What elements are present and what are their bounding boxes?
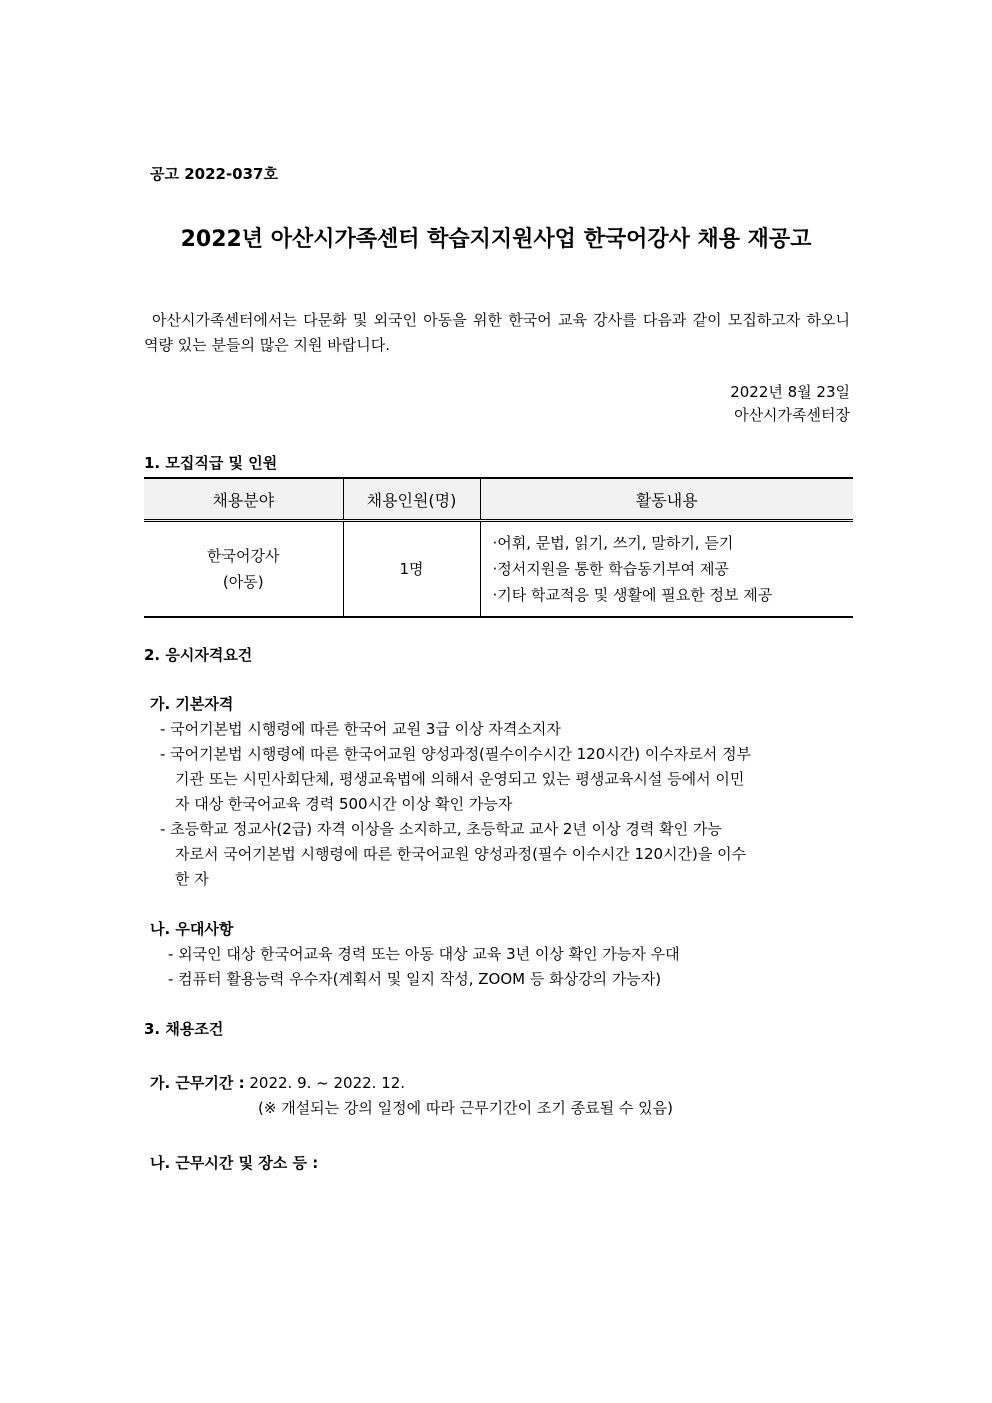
recruitment-table (144, 477, 853, 618)
qualification-line: 자로서 국어기본법 시행령에 따른 한국어교원 양성과정(필수 이수시간 120시간)을 이수 (175, 845, 747, 863)
work-hours-heading: 나. 근무시간 및 장소 등 : (150, 1154, 319, 1172)
qualification-line: 기관 또는 시민사회단체, 평생교육법에 의해서 운영되고 있는 평생교육시설 등에서 이민 (175, 770, 745, 788)
page-title: 2022년 아산시가족센터 학습지지원사업 한국어강사 채용 재공고 (180, 227, 812, 252)
header-activities: 활동내용 (480, 478, 853, 521)
work-period (150, 1072, 405, 1093)
qualification-line: - 초등학교 정교사(2급) 자격 이상을 소지하고, 초등학교 교사 2년 이상 경력 확인 가능 (160, 820, 722, 838)
section1-heading: 1. 모집직급 및 인원 (144, 454, 278, 472)
signer: 아산시가족센터장 (734, 406, 850, 424)
preference-line: - 외국인 대상 한국어교육 경력 또는 아동 대상 교육 3년 이상 확인 가능자 우대 (168, 945, 680, 963)
cell-activities (480, 521, 853, 618)
qualification-line: - 국어기본법 시행령에 따른 한국어 교원 3급 이상 자격소지자 (160, 720, 561, 738)
basic-qualification-heading: 가. 기본자격 (150, 695, 234, 713)
section3-heading: 3. 채용조건 (144, 1020, 224, 1038)
preference-heading: 나. 우대사항 (150, 920, 234, 938)
activity-item: ·기타 학교적응 및 생활에 필요한 정보 제공 (492, 586, 773, 604)
qualification-line: - 국어기본법 시행령에 따른 한국어교원 양성과정(필수이수시간 120시간) 이수자로서 정부 (160, 745, 752, 763)
field-line2: (아동) (222, 573, 264, 591)
section2-heading: 2. 응시자격요건 (144, 646, 253, 664)
qualification-line: 자 대상 한국어교육 경력 500시간 이상 확인 가능자 (175, 795, 513, 813)
intro-paragraph (144, 308, 850, 358)
table-row (144, 521, 853, 618)
notice-date: 2022년 8월 23일 (730, 383, 850, 401)
table-header-row (144, 478, 853, 521)
notice-number: 공고 2022-037호 (150, 165, 278, 183)
activity-item: ·정서지원을 통한 학습동기부여 제공 (492, 560, 729, 578)
intro-text: 아산시가족센터에서는 다문화 및 외국인 아동을 위한 한국어 교육 강사를 다음과 같이 모집하고자 하오니 역량 있는 분들의 많은 지원 바랍니다. (144, 311, 850, 354)
qualification-line: 한 자 (175, 870, 209, 888)
work-period-value: 2022. 9. ~ 2022. 12. (249, 1074, 406, 1092)
cell-field (144, 521, 343, 618)
activity-item: ·어휘, 문법, 읽기, 쓰기, 말하기, 듣기 (492, 534, 734, 552)
header-field: 채용분야 (144, 478, 343, 521)
cell-count: 1명 (343, 521, 480, 618)
field-line1: 한국어강사 (207, 547, 280, 565)
preference-line: - 컴퓨터 활용능력 우수자(계획서 및 일지 작성, ZOOM 등 화상강의 가능자) (168, 970, 662, 988)
work-period-note: (※ 개설되는 강의 일정에 따라 근무기간이 조기 종료될 수 있음) (258, 1099, 673, 1117)
header-count: 채용인원(명) (343, 478, 480, 521)
work-period-label: 가. 근무기간 : (150, 1074, 245, 1092)
